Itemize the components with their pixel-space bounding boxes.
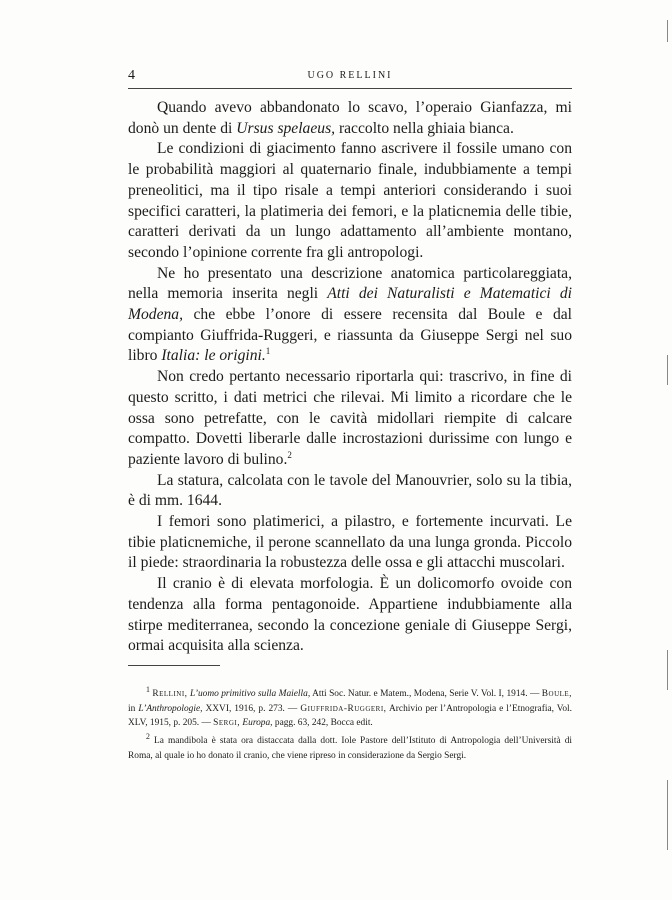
running-title: UGO RELLINI xyxy=(307,70,393,81)
paragraph-6: I femori sono platimerici, a pilastro, e fortemente incurvati. Le tibie platicnemiche, il perone scannellato da una lunga gronda. Piccolo il piede: straordinaria la robustezza delle ossa e gli attacchi muscolari. xyxy=(128,513,572,572)
paragraph-1 xyxy=(128,98,572,139)
footnote-ref-2[interactable]: 2 xyxy=(287,449,292,460)
page-number: 4 xyxy=(128,68,135,83)
footnote-1-author-2: Boule, xyxy=(541,689,573,700)
journal-title: Atti dei Naturalisti e Matematici di Modena, xyxy=(128,285,572,324)
footnote-1-author-4: Sergi, xyxy=(213,717,241,728)
paragraph-4-text: Non credo pertanto necessario riportarla qui: trascrivo, in fine di questo scritto, i dati metrici che rilevai. Mi limito a ricordare che le ossa sono petrefatte, con le cavità midollari riempite di calcare compatto. Dovetti liberarle dalle incrostazioni durissime con lungo e paziente lavoro di bulino. xyxy=(128,368,572,468)
footnote-1-journal-2: L’Anthropologie, xyxy=(138,703,203,714)
paragraph-1-text-b: raccolto nella ghiaia bianca. xyxy=(335,119,514,137)
paragraph-3 xyxy=(128,264,572,368)
paragraph-7: Il cranio è di elevata morfologia. È un dolicomorfo ovoide con tendenza alla forma pentagonoide. Appartiene indubbiamente alla stirpe mediterranea, secondo la concezione geniale di Giuseppe Sergi, ormai acquisita alla scienza. xyxy=(128,575,572,655)
paragraph-3-text-a: Ne ho presentato una descrizione anatomica particolareggiata, nella memoria inserita negli xyxy=(128,264,572,303)
footnote-1 xyxy=(128,683,572,730)
footnote-1-author-1: Rellini, xyxy=(152,689,188,700)
footnote-2-mark: 2 xyxy=(146,732,150,742)
footnote-1-text-4: Archivio per l’Antropologia e l’Etnografia, Vol. XLV, 1915, p. 205. — xyxy=(128,703,572,728)
footnote-1-mark: 1 xyxy=(146,685,150,694)
footnote-divider xyxy=(128,665,220,666)
paragraph-5: La statura, calcolata con le tavole del Manouvrier, solo su la tibia, è di mm. 1644. xyxy=(128,471,572,510)
running-head xyxy=(128,68,572,89)
scan-edge-mark xyxy=(667,650,668,690)
footnote-1-title-1: L’uomo primitivo sulla Maiella, xyxy=(189,689,311,700)
scan-edge-mark xyxy=(667,780,668,850)
footnote-1-author-3: Giuffrida-Ruggeri, xyxy=(300,703,387,714)
species-name: Ursus spelaeus, xyxy=(236,119,336,137)
scan-edge-mark xyxy=(667,20,668,42)
footnote-1-text-1: Atti Soc. Natur. e Matem., Modena, Serie V. Vol. I, 1914. — xyxy=(310,689,542,700)
footnote-1-text-3: XXVI, 1916, p. 273. — xyxy=(202,703,301,714)
footnote-1-text-2: in xyxy=(128,703,139,714)
footnote-2 xyxy=(128,730,572,763)
paragraph-4 xyxy=(128,367,572,471)
footnotes xyxy=(128,683,572,763)
footnote-ref-1[interactable]: 1 xyxy=(265,346,271,357)
paragraph-3-text-b: che ebbe l’onore di essere recensita dal Boule e dal compianto Giuffrida-Ruggeri, e riassunta da Giuseppe Sergi nel suo libro xyxy=(128,306,572,365)
paragraph-1-text-a: Quando avevo abbandonato lo scavo, l’operaio Gianfazza, mi donò un dente di xyxy=(128,99,572,137)
book-title: Italia: le origini. xyxy=(161,347,266,365)
footnote-1-title-4: Europa, xyxy=(242,717,273,728)
footnote-2-text: La mandibola è stata ora distaccata dalla dott. Iole Pastore dell’Istituto di Antropologia dell’Università di Roma, al quale io ho donato il cranio, che viene ripreso in considerazione da Sergio Sergi. xyxy=(128,736,573,761)
body-text xyxy=(128,98,572,657)
paragraph-2: Le condizioni di giacimento fanno ascrivere il fossile umano con le probabilità maggiori al quaternario finale, indubbiamente a tempi preneolitici, ma il tipo risale a tempi anteriori considerando i suoi specifici caratteri, la platimeria dei femori, e la platicnemia delle tibie, caratteri derivati da un lungo adattamento all’ambiente montano, secondo l’opinione corrente fra gli antropologi. xyxy=(128,140,572,261)
scan-edge-mark xyxy=(667,355,668,385)
footnote-1-text-5: pagg. 63, 242, Bocca edit. xyxy=(272,717,373,728)
